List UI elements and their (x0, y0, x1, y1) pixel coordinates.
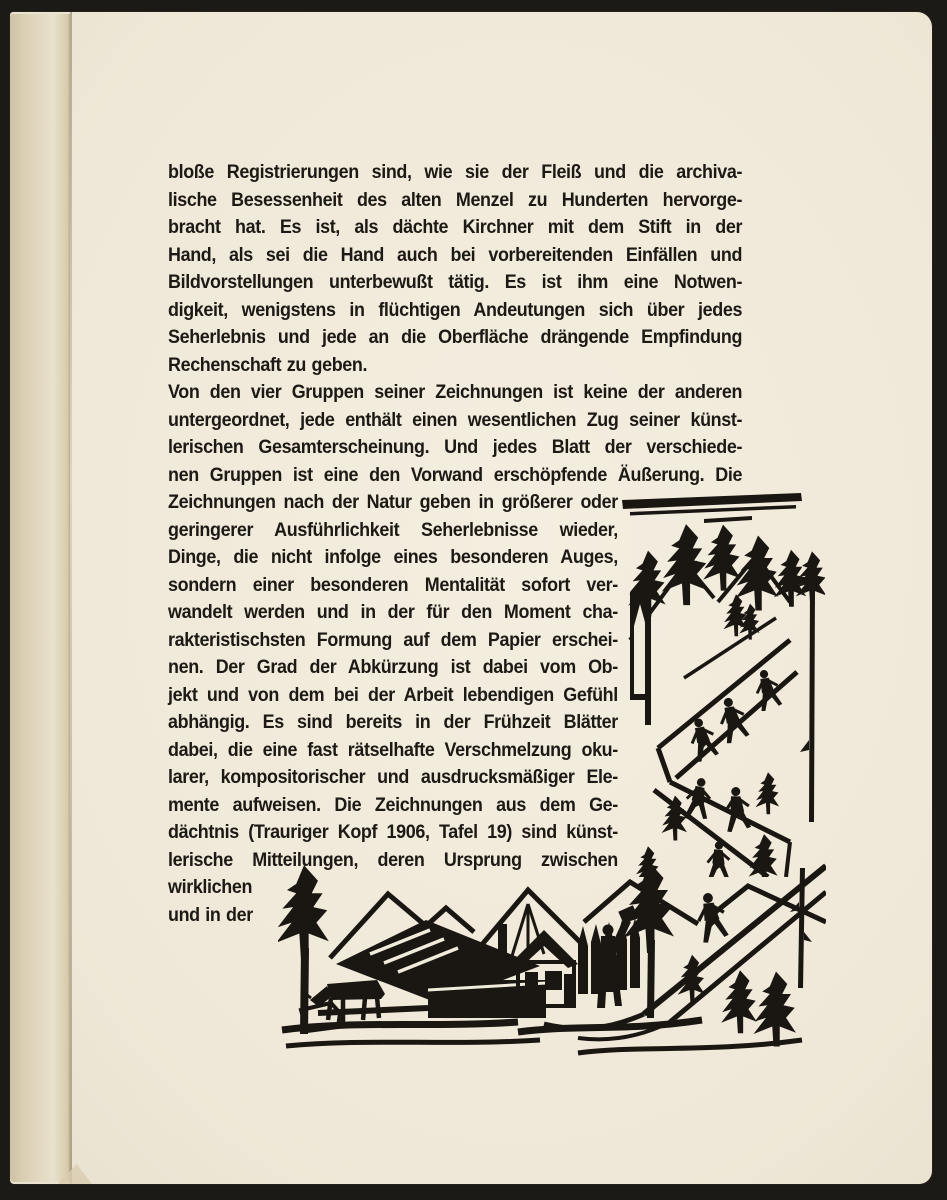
hiker-on-slope (693, 891, 729, 944)
text-line: wandelt werden und in der für den Moment cha- (168, 601, 618, 623)
text-line: untergeordnet, jede enthält einen wesentlichen Zug seiner künst- (168, 408, 743, 431)
text-line: nen. Der Grad der Abkürzung ist dabei vom Ob- (168, 656, 618, 678)
text-line: Seherlebnis und jede an die Oberfläche drängende Empfindung (168, 326, 743, 348)
text-line: nen Gruppen ist eine den Vorwand erschöpfende Äußerung. Die (168, 463, 743, 486)
rough-top-bar (622, 493, 802, 523)
paragraph-block-narrow (168, 489, 618, 874)
text-line: dabei, die eine fast rätselhafte Verschmelzung oku- (168, 738, 618, 761)
white-tower-tree (630, 580, 651, 725)
text-line: geringerer Ausführlichkeit Seherlebnisse wieder, (168, 518, 618, 541)
text-line: dächtnis (Trauriger Kopf 1906, Tafel 19) sind künst- (168, 821, 618, 843)
text-line: Zeichnungen nach der Natur geben in größerer oder (168, 491, 618, 513)
text-line: abhängig. Es sind bereits in der Frühzeit Blätter (168, 711, 618, 733)
text-line: sondern einer besonderen Mentalität sofort ver- (168, 573, 618, 596)
fir-trees-top (628, 524, 806, 640)
paragraph-block-full (168, 159, 742, 489)
text-line: wirklichen (168, 876, 253, 898)
binding-crease (70, 12, 72, 1184)
text-line: Hand, als sei die Hand auch bei vorbereitenden Einfällen und (168, 243, 743, 266)
woodcut-right-panel (618, 490, 825, 877)
text-line: Rechenschaft zu geben. (168, 353, 368, 376)
text-line: jekt und von dem bei der Arbeit lebendigen Gefühl (168, 683, 618, 706)
woodcut-alpine-village-illustration (278, 862, 826, 1058)
text-line: bloße Registrierungen sind, wie sie der Fleiß und die archiva- (168, 161, 743, 183)
text-line: lische Besessenheit des alten Menzel zu Hunderten hervorge- (168, 188, 743, 211)
text-line: Dinge, die nicht infolge eines besonderen Auges, (168, 546, 618, 568)
text-line: Bildvorstellungen unterbewußt tätig. Es ist ihm eine Notwen- (168, 271, 743, 293)
tall-right-trunk (796, 551, 825, 822)
text-line: Von den vier Gruppen seiner Zeichnungen ist keine der anderen (168, 381, 743, 403)
book-page (10, 12, 932, 1184)
text-line: digkeit, wenigstens in flüchtigen Andeutungen sich über jedes (168, 298, 743, 321)
text-line: bracht hat. Es ist, als dächte Kirchner mit dem Stift in der (168, 216, 743, 238)
text-line: und in der (168, 903, 253, 926)
text-line: lerische Mitteilungen, deren Ursprung zwischen (168, 848, 618, 871)
text-line: lerischen Gesamterscheinung. Und jedes Blatt der verschiede- (168, 436, 743, 458)
page-fore-edge (10, 14, 70, 1182)
barn-roof (336, 920, 546, 1018)
woodcut-bottom-panel (278, 862, 826, 1058)
text-line: rakteristischsten Formung auf dem Papier erschei- (168, 628, 618, 651)
text-line: mente aufweisen. Die Zeichnungen aus dem Ge- (168, 793, 618, 816)
woodcut-mountain-path-illustration (618, 490, 825, 877)
page-corner-curl (58, 1164, 92, 1184)
text-line: larer, kompositorischer und ausdrucksmäßiger Ele- (168, 766, 618, 788)
